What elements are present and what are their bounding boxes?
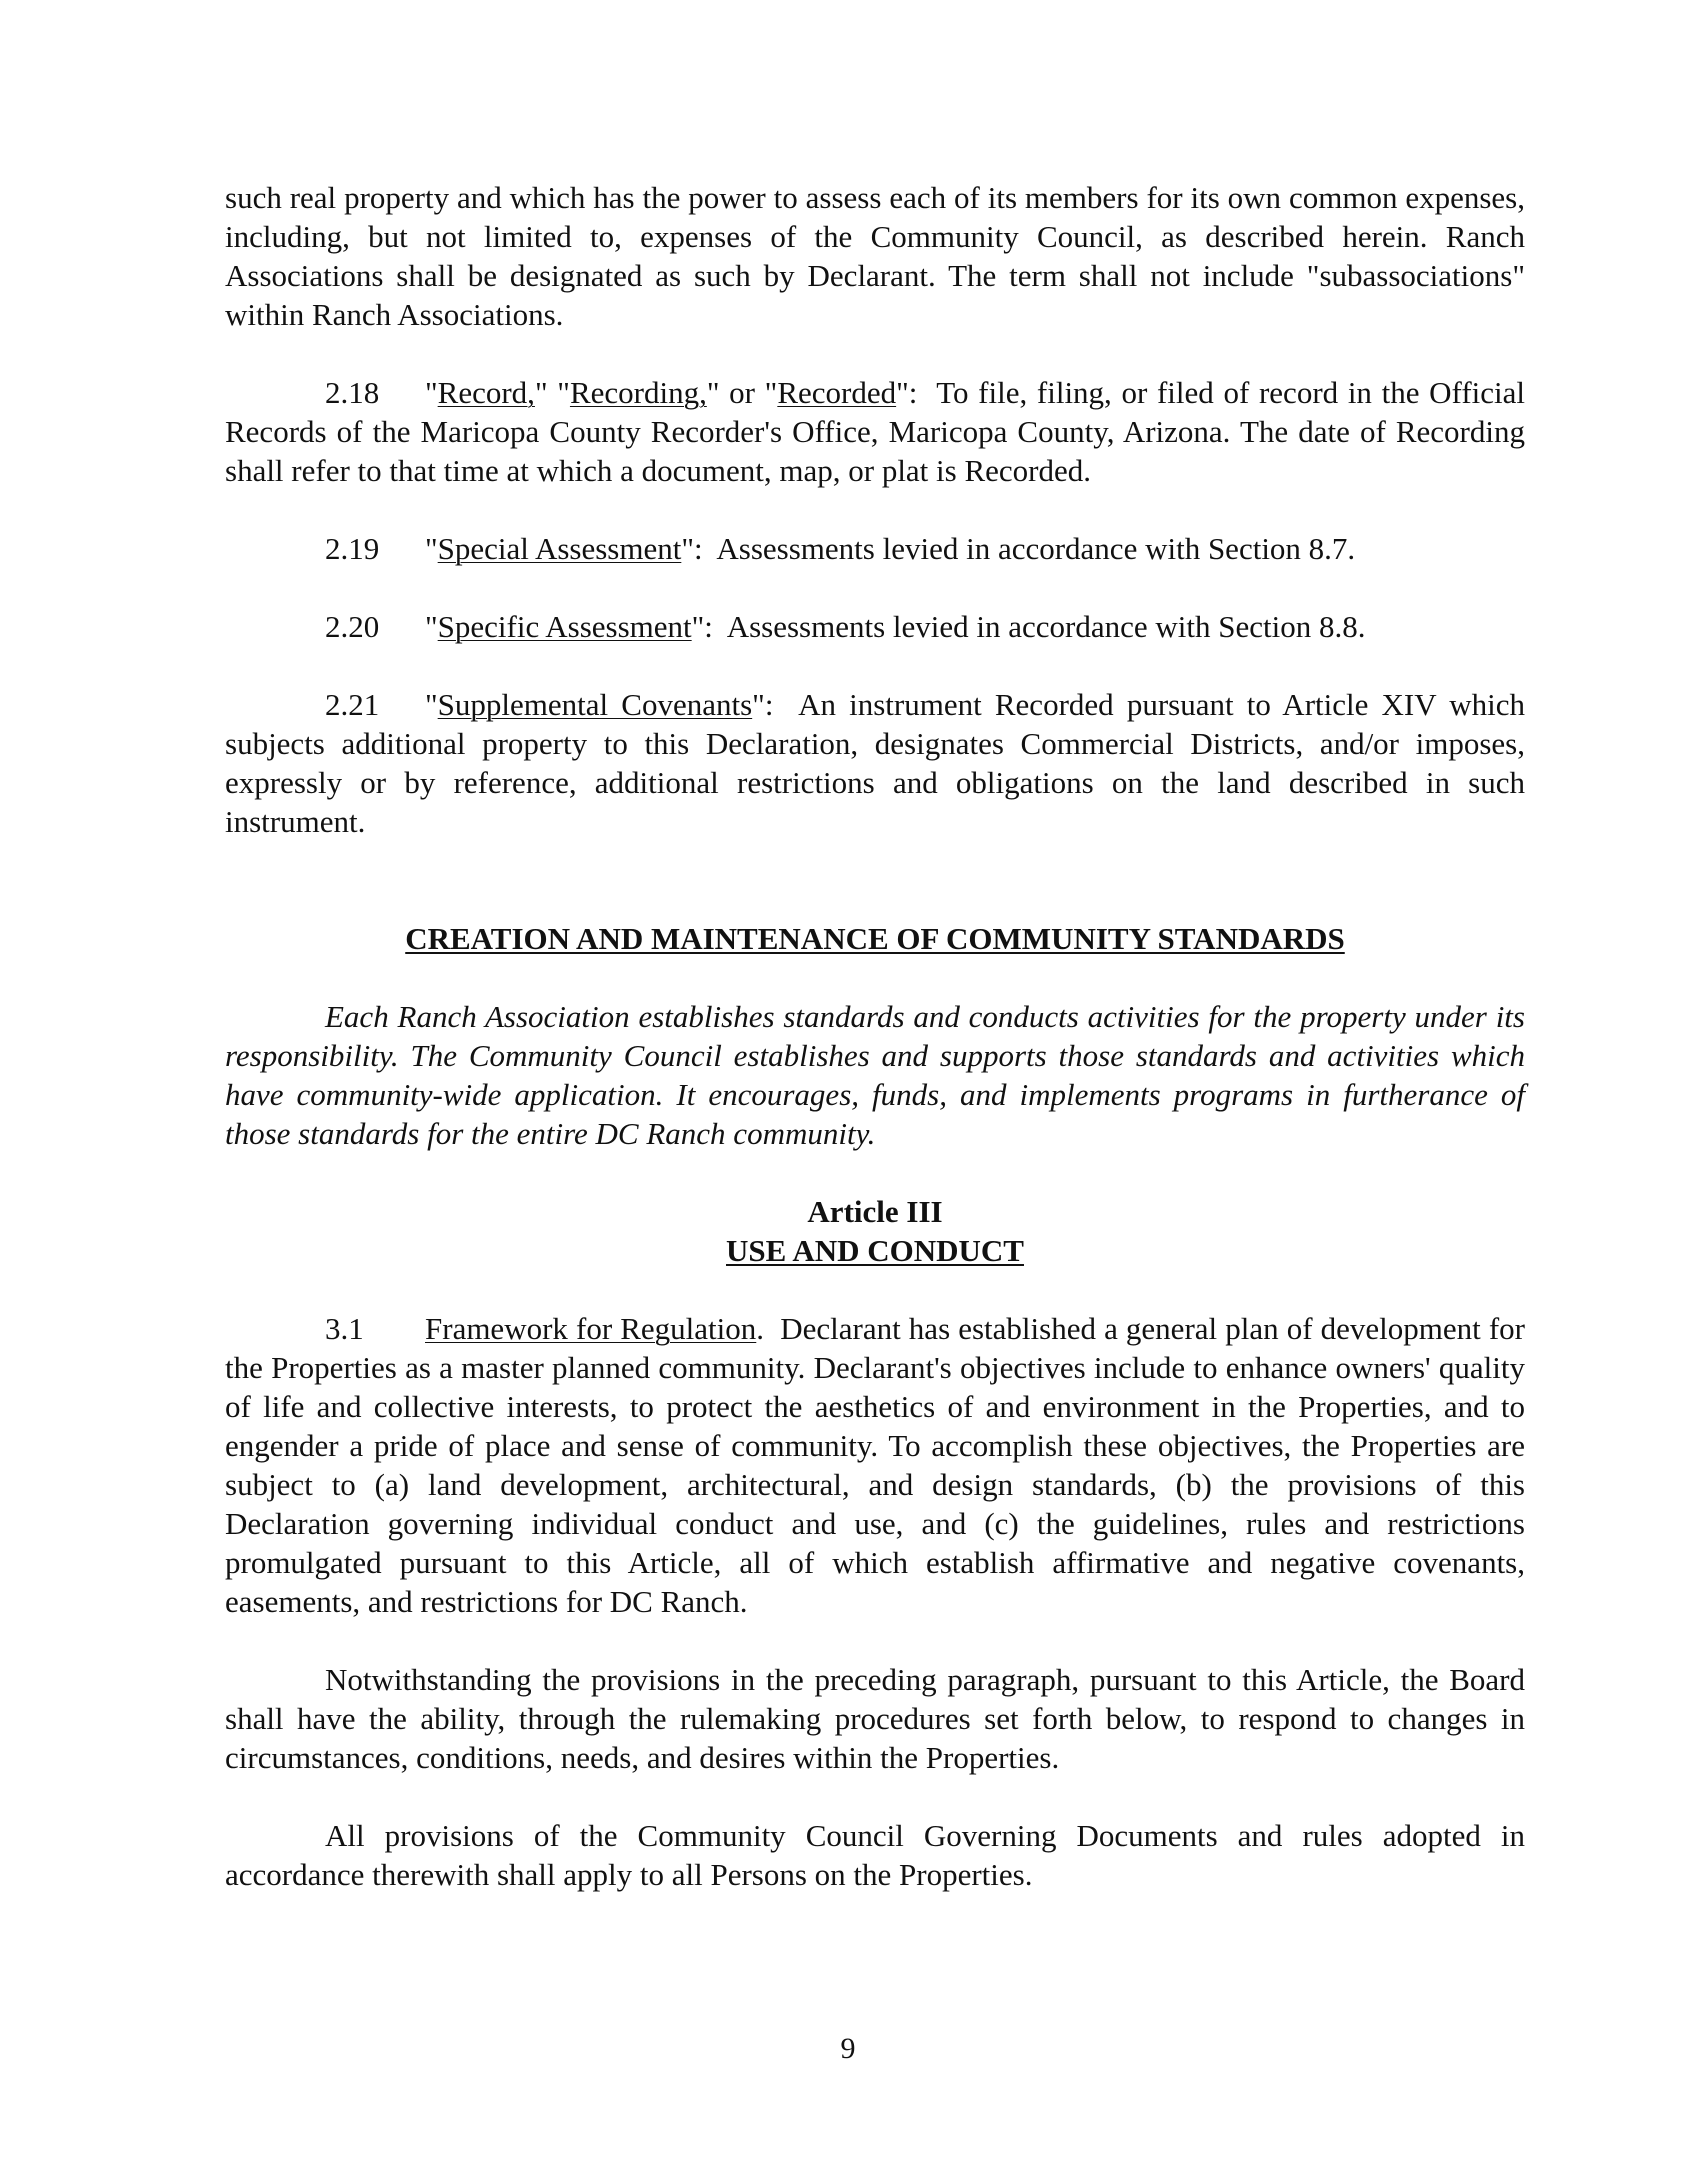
- defined-term: Recorded: [777, 375, 897, 410]
- document-page: [225, 178, 1525, 1894]
- definition-number: 2.19: [325, 531, 380, 566]
- paragraph-all-provisions: All provisions of the Community Council Governing Documents and rules adopted in accordance therewith shall apply to all Persons on the Properties.: [225, 1818, 1525, 1892]
- article-title: USE AND CONDUCT: [726, 1233, 1024, 1268]
- definition-number: 2.18: [325, 375, 380, 410]
- section-text: Declarant has established a general plan of development for the Properties as a master planned community. Declarant's objectives include to enhance owners' quality of life and collective interests, to protect the aesthetics of and environment in the Properties, and to engender a pride of place and sense of community. To accomplish these objectives, the Properties are subject to (a) land development, architectural, and design standards, (b) the provisions of this Declaration governing individual conduct and use, and (c) the guidelines, rules and restrictions promulgated pursuant to this Article, all of which establish affirmative and negative covenants, easements, and restrictions for DC Ranch.: [225, 1311, 1525, 1619]
- definition-text: Assessments levied in accordance with Section 8.7.: [716, 531, 1356, 566]
- continuation-paragraph: such real property and which has the power to assess each of its members for its own common expenses, including, but not limited to, expenses of the Community Council, as described herein. Ranch Associations shall be designated as such by Declarant. The term shall not include "subassociations" within Ranch Associations.: [225, 180, 1525, 332]
- defined-term: Recording,: [569, 375, 707, 410]
- standards-heading: CREATION AND MAINTENANCE OF COMMUNITY STANDARDS: [405, 921, 1345, 956]
- definition-text: Assessments levied in accordance with Section 8.8.: [726, 609, 1366, 644]
- definition-text: An instrument Recorded pursuant to Article XIV which subjects additional property to this Declaration, designates Commercial Districts, and/or imposes, expressly or by reference, additional restrictions and obligations on the land described in such instrument.: [225, 687, 1525, 839]
- definition-2-20: 2.20 "Specific Assessment": Assessments levied in accordance with Section 8.8.: [325, 609, 1366, 644]
- definition-text: To file, filing, or filed of record in the Official Records of the Maricopa County Recorder's Office, Maricopa County, Arizona. The date of Recording shall refer to that time at which a document, map, or plat is Recorded.: [225, 375, 1525, 488]
- defined-term: Record,: [437, 375, 535, 410]
- standards-intro: Each Ranch Association establishes standards and conducts activities for the property under its responsibility. The Community Council establishes and supports those standards and activities which have community-wide application. It encourages, funds, and implements programs in furtherance of those standards for the entire DC Ranch community.: [225, 999, 1525, 1151]
- definition-2-21: 2.21 "Supplemental Covenants": An instrument Recorded pursuant to Article XIV which subjects additional property to this Declaration, designates Commercial Districts, and/or imposes, expressly or by reference, additional restrictions and obligations on the land described in such instrument.: [225, 687, 1525, 839]
- paragraph-notwithstanding: Notwithstanding the provisions in the preceding paragraph, pursuant to this Article, the Board shall have the ability, through the rulemaking procedures set forth below, to respond to changes in circumstances, conditions, needs, and desires within the Properties.: [225, 1662, 1525, 1775]
- section-number: 3.1: [325, 1311, 364, 1346]
- section-3-1: 3.1 Framework for Regulation. Declarant has established a general plan of development for the Properties as a master planned community. Declarant's objectives include to enhance owners' quality of life and collective interests, to protect the aesthetics of and environment in the Properties, and to engender a pride of place and sense of community. To accomplish these objectives, the Properties are subject to (a) land development, architectural, and design standards, (b) the provisions of this Declaration governing individual conduct and use, and (c) the guidelines, rules and restrictions promulgated pursuant to this Article, all of which establish affirmative and negative covenants, easements, and restrictions for DC Ranch.: [225, 1311, 1525, 1619]
- article-label: Article III: [807, 1194, 943, 1229]
- section-title: Framework for Regulation: [425, 1311, 757, 1346]
- definition-number: 2.20: [325, 609, 380, 644]
- defined-term: Special Assessment: [437, 531, 682, 566]
- definition-2-19: 2.19 "Special Assessment": Assessments levied in accordance with Section 8.7.: [325, 531, 1356, 566]
- defined-term: Specific Assessment: [437, 609, 692, 644]
- page-number: 9: [840, 2032, 856, 2065]
- definition-number: 2.21: [325, 687, 380, 722]
- defined-term: Supplemental Covenants: [437, 687, 753, 722]
- definition-2-18: 2.18 "Record," "Recording," or "Recorded": To file, filing, or filed of record in the Official Records of the Maricopa County Recorder's Office, Maricopa County, Arizona. The date of Recording shall refer to that time at which a document, map, or plat is Recorded.: [225, 375, 1525, 488]
